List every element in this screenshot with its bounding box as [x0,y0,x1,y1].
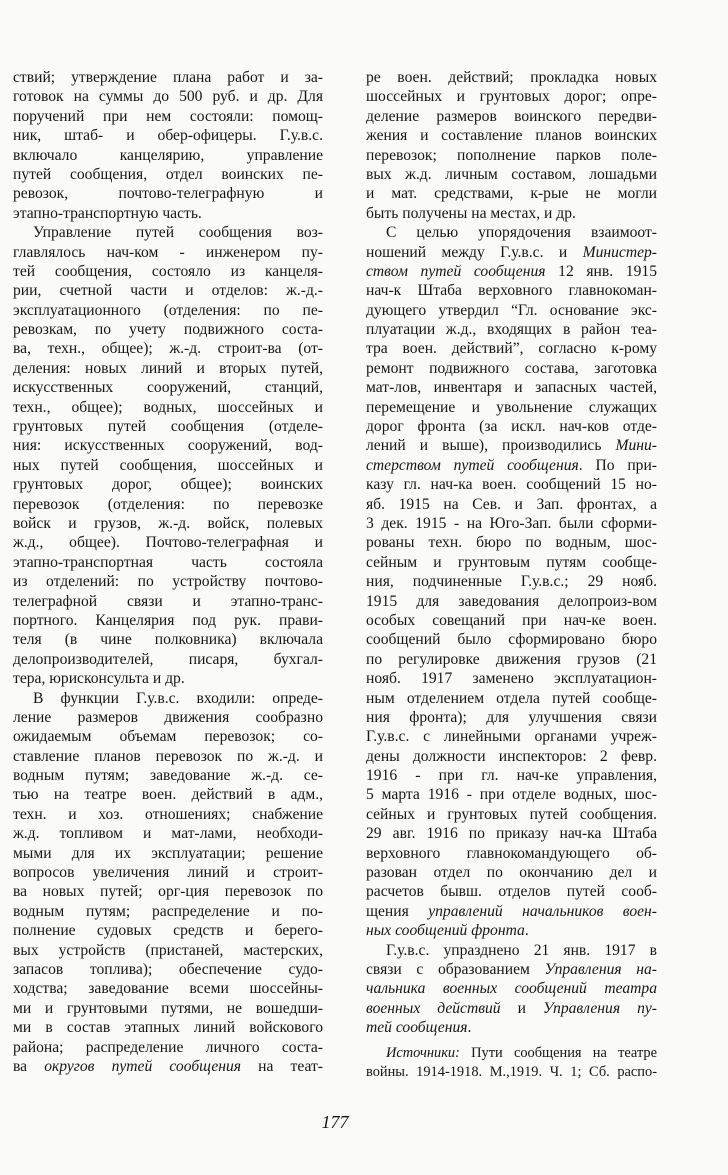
italic-reference-text: чальника военных сообщений театра [366,980,657,998]
text-segment: искусственных сооружений, станций, [13,379,323,397]
text-segment: жения и составление планов воинских [366,127,657,145]
text-line [13,495,323,514]
text-line [366,184,657,203]
text-segment: района; распределение личного соста- [13,1038,323,1056]
text-line [366,398,657,417]
text-segment: сейным и грунтовым путям сообще- [366,553,657,571]
text-line [13,999,323,1018]
text-line [13,669,323,688]
text-line [366,339,657,358]
text-line [13,359,323,378]
text-line [366,669,657,688]
text-segment: перевозок (отделения: по перевозке [13,495,323,513]
text-line [13,727,323,746]
text-line [13,204,323,223]
text-segment: сообщений было сформировано бюро [366,631,657,649]
text-segment: ми в состав этапных линий войскового [13,1019,323,1037]
text-segment: ва новых путей; орг-ция перевозок по [13,883,323,901]
text-segment: Управление путей сообщения воз- [33,224,323,242]
text-segment: нояб. 1917 заменено эксплуатацион- [366,670,657,688]
text-segment: особых совещаний при нач-ке воен. [366,611,657,629]
text-segment: деление размеров воинского передви- [366,107,657,125]
text-segment: Г.у.в.с. с линейными органами учреж- [366,728,657,746]
text-segment: полнение судовых средств и берего- [13,922,323,940]
italic-reference-text: Источники: [386,1044,460,1061]
text-line [366,844,657,863]
text-line [13,475,323,494]
text-line [13,553,323,572]
text-segment: 5 марта 1916 - при отделе водных, шос- [366,786,657,804]
text-segment: казу гл. нач-ка воен. сообщений 15 но- [366,476,657,494]
text-segment: В функции Г.у.в.с. входили: опреде- [33,689,323,707]
text-line [366,805,657,824]
text-line [366,223,657,242]
text-line [366,824,657,843]
page-number: 177 [321,1112,349,1132]
text-line [366,553,657,572]
text-line [13,844,323,863]
text-line [13,1057,323,1076]
text-segment: этапно-транспортную часть. [13,204,202,222]
text-segment: ношений между Г.у.в.с. и [366,243,583,261]
text-line [13,882,323,901]
text-line [366,785,657,804]
text-line [366,320,657,339]
text-line [13,921,323,940]
text-line [13,165,323,184]
text-line [13,630,323,649]
text-line [366,630,657,649]
text-segment: вых ж.д. личным составом, лошадьми [366,165,657,183]
text-segment: ревозкам, по учету подвижного соста- [13,321,323,339]
text-segment: Г.у.в.с. упразднено 21 янв. 1917 в [386,941,657,959]
right-text-column [366,68,657,1082]
text-segment: . [467,1019,472,1037]
italic-reference-text: Мини- [615,437,657,455]
text-segment: водным путям; распределение и по- [13,902,323,920]
text-line [13,87,323,106]
sources-line [366,1063,657,1082]
text-line [366,165,657,184]
text-segment: ление размеров движения сообразно [13,708,323,726]
text-line [13,902,323,921]
text-segment: сейных и грунтовых путей сообщения. [366,805,657,823]
italic-reference-text: Управления на- [544,960,658,978]
text-line [366,378,657,397]
text-line [366,727,657,746]
text-segment: поручений при нем состояли: помощ- [13,107,323,125]
text-line [366,281,657,300]
text-line [366,979,657,998]
text-line [13,243,323,262]
text-segment: техн. и хоз. отношениях; снабжение [13,805,323,823]
text-line [13,378,323,397]
text-line [366,126,657,145]
text-segment: грунтовых путей сообщения (отделе- [13,418,323,436]
text-line [13,1018,323,1037]
text-line [366,747,657,766]
text-segment: . По при- [578,456,658,474]
text-segment: ствий; утверждение плана работ и за- [13,69,323,86]
text-segment: ва [13,1057,45,1075]
text-segment: ж.д., общее). Почтово-телеграфная и [13,534,323,552]
text-segment: вопросов увеличения линий и строит- [13,864,323,882]
text-segment: С целью упорядочения взаимоот- [386,224,657,242]
text-line [13,126,323,145]
text-line [366,921,657,940]
text-segment: 3 дек. 1915 - на Юго-Зап. были сформи- [366,514,657,532]
text-segment: и мат. средствами, к-рые не могли [366,185,657,203]
italic-reference-text: ством путей сообщения [366,262,546,280]
text-line [13,650,323,669]
text-line [366,572,657,591]
text-segment: ходства; заведование всеми шоссейны- [13,980,323,998]
text-line [366,68,657,87]
text-segment: перевозок; пополнение парков поле- [366,146,657,164]
text-segment: 29 авг. 1916 по приказу нач-ка Штаба [366,825,657,843]
text-segment: плуатации ж.д., входящих в район теа- [366,321,657,339]
text-line [366,611,657,630]
text-segment: связи с образованием [366,960,545,978]
text-line [13,611,323,630]
text-segment: нач-к Штаба верховного главнокоман- [366,282,657,300]
text-segment: перемещение и увольнение служащих [366,398,657,416]
text-line [13,979,323,998]
italic-reference-text: военных действий [366,999,501,1017]
text-line [366,301,657,320]
text-segment: телеграфной связи и этапно-транс- [13,592,323,610]
text-line [13,941,323,960]
text-line [13,68,323,87]
text-segment: мат-лов, инвентаря и запасных частей, [366,379,657,397]
text-line [13,960,323,979]
text-segment: . [524,922,529,940]
text-line [13,456,323,475]
text-segment: ным отделением отдела путей сообще- [366,689,657,707]
text-line [366,436,657,455]
text-line [13,514,323,533]
text-line [13,436,323,455]
text-line [13,339,323,358]
text-segment: расчетов бывш. отделов путей сооб- [366,883,657,901]
text-segment: из отделений: по устройству почтово- [13,573,323,591]
text-segment: портного. Канцелярия под рук. прави- [13,611,323,629]
text-segment: дены должности инспекторов: 2 февр. [366,747,657,765]
text-segment: готовок на суммы до 500 руб. и др. Для [13,88,323,106]
text-line [366,999,657,1018]
italic-reference-text: Министер- [582,243,657,261]
text-segment: запасов топлива); обеспечение судо- [13,960,323,978]
text-line [13,863,323,882]
text-segment: мыми для их эксплуатации; решение [13,844,323,862]
text-segment: ния, подчиненные Г.у.в.с.; 29 нояб. [366,573,657,591]
text-line [13,805,323,824]
text-segment: ожидаемым объемам перевозок; со- [13,728,323,746]
text-line [366,766,657,785]
text-line [366,863,657,882]
italic-reference-text: стерством путей сообщения [366,456,579,474]
text-line [13,320,323,339]
text-line [13,533,323,552]
text-segment: тра воен. действий”, согласно к-рому [366,340,657,358]
text-segment: ва, техн., общее); ж.-д. строит-ва (от- [13,340,323,358]
text-line [366,533,657,552]
text-segment: теля (в чине полковника) включала [13,631,323,649]
text-segment: ния: искусственных сооружений, вод- [13,437,323,455]
text-segment: водным путям; заведование ж.-д. се- [13,767,323,785]
text-segment: ревозок, почтово-телеграфную и [13,185,323,203]
text-line [13,747,323,766]
italic-reference-text: тей сообщения [366,1019,468,1037]
text-line [13,572,323,591]
text-line [366,960,657,979]
text-segment: ж.д. топливом и мат-лами, необходи- [13,825,323,843]
text-line [366,495,657,514]
text-line [366,417,657,436]
text-segment: грунтовых дорог, общее); воинских [13,476,323,494]
text-segment: вых устройств (пристаней, мастерских, [13,941,323,959]
text-segment: дующего утвердил “Гл. основание экс- [366,301,657,319]
text-line [13,1038,323,1057]
text-line [366,708,657,727]
text-line [13,184,323,203]
text-line [13,824,323,843]
text-segment: эксплуатационного (отделения: по пе- [13,301,323,319]
text-segment: ных путей сообщения, шоссейных и [13,456,323,474]
text-line [13,417,323,436]
text-line [366,359,657,378]
text-line [366,689,657,708]
text-line [366,941,657,960]
text-segment: путей сообщения, отдел воинских пе- [13,165,323,183]
text-segment: тью на театре воен. действий в адм., [13,786,323,804]
text-line [13,146,323,165]
text-segment: войны. 1914-1918. М.,1919. Ч. 1; Сб. распо- [366,1063,657,1080]
text-line [366,1018,657,1037]
text-line [13,785,323,804]
text-segment: техн., общее); водных, шоссейных и [13,398,323,416]
text-segment: 1915 для заведования делопроиз-вом [366,592,657,610]
text-segment: тера, юрисконсульта и др. [13,670,185,688]
text-segment: лений и выше), производились [366,437,616,455]
text-segment: 12 янв. 1915 [545,262,657,280]
text-segment: быть получены на местах, и др. [366,204,576,222]
text-line [13,766,323,785]
text-segment: этапно-транспортная часть состояла [13,553,323,571]
text-line [13,223,323,242]
text-segment: ставление планов перевозок по ж.-д. и [13,747,323,765]
text-line [13,398,323,417]
text-line [366,592,657,611]
text-segment: верховного главнокомандующего об- [366,844,657,862]
italic-reference-text: Управления пу- [542,999,657,1017]
italic-reference-text: управлений начальников воен- [428,902,657,920]
text-segment: 1916 - при гл. нач-ке управления, [366,767,657,785]
text-line [13,262,323,281]
text-line [13,708,323,727]
text-segment: ремонт подвижного состава, заготовка [366,359,657,377]
text-line [366,475,657,494]
text-segment: дорог фронта (за искл. нач-ков отде- [366,418,657,436]
text-line [366,902,657,921]
text-segment: войск и грузов, ж.-д. войск, полевых [13,514,323,532]
text-segment: рии, счетной части и отделов: ж.-д.- [13,282,323,300]
text-segment: ния фронта); для улучшения связи [366,708,657,726]
text-segment: делопроизводителей, писаря, бухгал- [13,650,323,668]
text-line [13,301,323,320]
text-line [366,204,657,223]
italic-reference-text: ных сообщений фронта [366,922,525,940]
text-line [366,456,657,475]
text-segment: яб. 1915 на Сев. и Зап. фронтах, а [366,495,657,513]
text-segment: главлялось нач-ком - инженером пу- [13,243,323,261]
text-segment: ми и грунтовыми путями, не вошедши- [13,999,323,1017]
text-line [366,514,657,533]
text-segment: и [500,999,543,1017]
text-segment: тей сообщения, состояло из канцеля- [13,262,323,280]
text-line [13,689,323,708]
text-line [366,146,657,165]
text-segment: ре воен. действий; прокладка новых [366,69,657,86]
text-segment: Пути сообщения на театре [459,1044,657,1061]
text-line [366,107,657,126]
text-segment: шоссейных и грунтовых дорог; опре- [366,88,657,106]
text-line [13,592,323,611]
text-segment: на теат- [241,1057,323,1075]
text-line [366,262,657,281]
text-line [366,87,657,106]
text-segment: ник, штаб- и обер-офицеры. Г.у.в.с. [13,127,323,145]
italic-reference-text: округов путей сообщения [44,1057,242,1075]
left-text-column [13,68,323,1076]
text-segment: рованы техн. бюро по водным, шос- [366,534,657,552]
text-line [13,281,323,300]
text-line [366,882,657,901]
text-line [13,107,323,126]
text-line [366,243,657,262]
text-segment: по регулировке движения грузов (21 [366,650,657,668]
text-segment: разован отдел по окончанию дел и [366,864,657,882]
text-segment: деления: новых линий и вторых путей, [13,359,323,377]
text-line [366,650,657,669]
text-segment: включало канцелярию, управление [13,146,323,164]
sources-line [366,1044,657,1063]
text-segment: щения [366,902,429,920]
